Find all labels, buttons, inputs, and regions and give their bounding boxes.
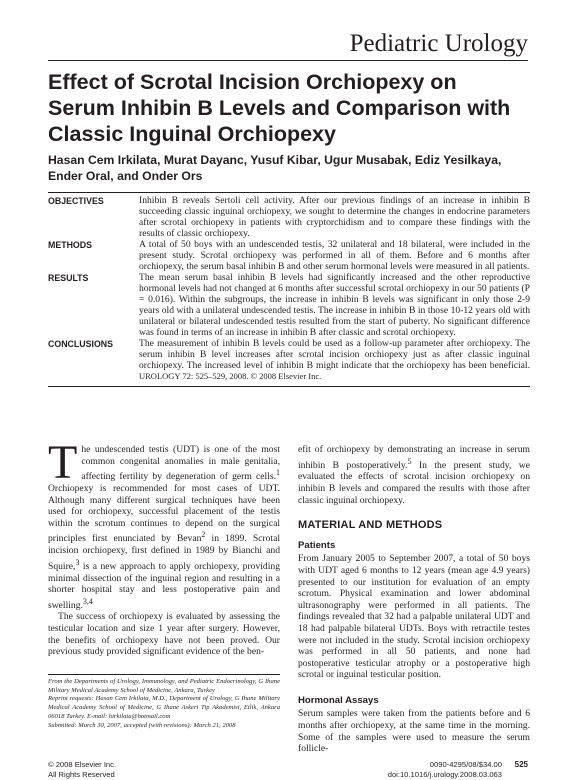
citation-ref[interactable]: 3 (75, 557, 80, 567)
conclusions-text-wrap (139, 338, 530, 382)
page-number: 525 (514, 760, 528, 769)
footnote-affiliation: From the Departments of Urology, Immunology, and Pediatric Endocrinology, G Ihane Military Medical Academy School of Medicine, Ankara, Turkey (48, 678, 280, 694)
footer-copyright: © 2008 Elsevier Inc. (48, 760, 117, 769)
header-rule (48, 60, 528, 61)
footer-issn: 0090-4295/08/$34.00 (429, 760, 502, 769)
author-list: Hasan Cem Irkilata, Murat Dayanc, Yusuf Kibar, Ugur Musabak, Ediz Yesilkaya, Ender Oral, and Onder Ors (48, 153, 502, 183)
text-run: he undescended testis (UDT) is one of the most common congenital anomalies in male genitalia, affecting fertility by degeneration of germ cells. (81, 444, 280, 483)
footer-right (388, 760, 502, 780)
section-heading: MATERIAL AND METHODS (298, 519, 443, 532)
text-run: In the present study, we evaluated the effects of scrotal incision orchiopexy on inhibin B levels and compared the results with those after classic inguinal orchiopexy. (298, 459, 530, 506)
abstract (48, 192, 530, 387)
text-run: is a new approach to apply orchiopexy, providing minimal dissection of the inguinal region and resulting in a shorter hospital stay and less postoperative pain and swelling. (48, 560, 280, 611)
methods-text: A total of 50 boys with an undescended testis, 32 unilateral and 18 bilateral, were included in the present study. Scrotal orchiopexy was performed in all of them. Before and 6 months after orchiopexy, the serum basal inhibin B and other serum hormonal levels were measured in all patients. (139, 239, 530, 272)
citation-ref[interactable]: 5 (407, 456, 412, 466)
text-run: in 1899. Scrotal incision orchiopexy, first defined in 1989 by Bianchi and Squire, (48, 533, 280, 572)
intro-paragraph-2: The success of orchiopexy is evaluated by assessing the testicular location and size 1 year after surgery. However, the benefits of orchiopexy have not been proved. Our previous study provided significant evidence of the ben- (48, 611, 280, 658)
footer-left (48, 760, 116, 780)
objectives-label: OBJECTIVES (48, 196, 104, 206)
results-label: RESULTS (48, 273, 89, 283)
methods-label: METHODS (48, 240, 92, 250)
footer-doi[interactable]: doi:10.1016/j.urology.2008.03.063 (387, 770, 502, 779)
abstract-objectives (48, 195, 530, 239)
text-run: Orchiopexy is recommended for most cases of UDT. Although many different surgical techniques have been used for orchiopexy, successful placement of the testis within the scrotum continues to depend on the surgical principles first enunciated by Bevan (48, 482, 280, 545)
citation-ref[interactable]: 2 (201, 530, 206, 540)
text-run: efit of orchiopexy by demonstrating an increase in serum inhibin B postoperatively. (298, 444, 530, 471)
footnote-reprint: Reprint requests: Hasan Cem Irkilata, M.D., Department of Urology, G Ihane Military Medical Academy School of Medicine, G Ihane Askeri Tip Akademisi, Etlik, Ankara 06018 Turkey. E-mail: hirkilata@hotmail.com (48, 695, 280, 720)
conclusions-text: The measurement of inhibin B levels could be used as a follow-up parameter after orchiopexy. The serum inhibin B level increases after scrotal incision orchiopexy just as after classic inguinal orchiopexy. The increased level of inhibin B might indicate that the orchiopexy has been beneficial. (139, 338, 530, 371)
body-column-right (298, 444, 530, 755)
article-title: Effect of Scrotal Incision Orchiopexy on Serum Inhibin B Levels and Comparison with Classic Inguinal Orchiopexy (48, 70, 511, 146)
results-text: The mean serum basal inhibin B levels had significantly increased and the other reproductive hormonal levels had not changed at 6 months after successful scrotal orchiopexy in our 50 patients (P = 0.016). Within the subgroups, the increase in inhibin B levels was significant in only those 2-9 years old with a unilateral undescended testis. The increase in inhibin B in those 10-12 years old with unilateral or bilateral undescended testis resulted from the start of puberty. No significant difference was found in terms of an increase in inhibin B after classic and scrotal orchiopexy. (139, 272, 530, 338)
abstract-conclusions (48, 338, 530, 382)
footnote-dates: Submitted: March 30, 2007, accepted (with revisions): March 21, 2008 (48, 721, 236, 729)
intro-paragraph-1 (48, 436, 280, 611)
footnote (48, 674, 280, 730)
citation-ref[interactable]: 3,4 (82, 596, 93, 606)
subsection-heading-patients: Patients (298, 539, 336, 551)
journal-name: Pediatric Urology (349, 30, 528, 57)
objectives-text: Inhibin B reveals Sertoli cell activity. After our previous findings of an increase in inhibin B succeeding classic inguinal orchiopexy, we sought to determine the changes in endocrine parameters after scrotal orchiopexy in patients with cryptorchidism and to compare these findings with the results of classic orchiopexy. (139, 195, 530, 239)
subsection-heading-hormonal: Hormonal Assays (298, 694, 379, 706)
hormonal-paragraph: Serum samples were taken from the patients before and 6 months after orchiopexy, at the same time in the morning. Some of the samples were used to measure the serum follicle- (298, 708, 530, 755)
abstract-citation: UROLOGY 72: 525–529, 2008. © 2008 Elsevier Inc. (139, 371, 322, 381)
citation-ref[interactable]: 1 (276, 468, 280, 478)
body-column-left (48, 436, 280, 658)
abstract-methods (48, 239, 530, 272)
conclusions-label: CONCLUSIONS (48, 339, 114, 349)
drop-cap: T (48, 436, 78, 489)
intro-paragraph-3 (298, 444, 530, 506)
abstract-results (48, 272, 530, 338)
patients-paragraph: From January 2005 to September 2007, a total of 50 boys with UDT aged 6 months to 12 years (mean age 4.9 years) presented to our institution for evaluation of an empty scrotum. Physical examination and lower abdominal ultrasonography were performed in all patients. The findings revealed that 32 had a palpable unilateral UDT and 18 had palpable bilateral UDTs. Boys with retractile testes were not included in the study. Scrotal incision orchiopexy was performed in all 50 patients, and none had postoperative testicular atrophy or a postoperative high scrotal or inguinal testicular position. (298, 553, 530, 681)
footer-rights: All Rights Reserved (48, 770, 115, 779)
